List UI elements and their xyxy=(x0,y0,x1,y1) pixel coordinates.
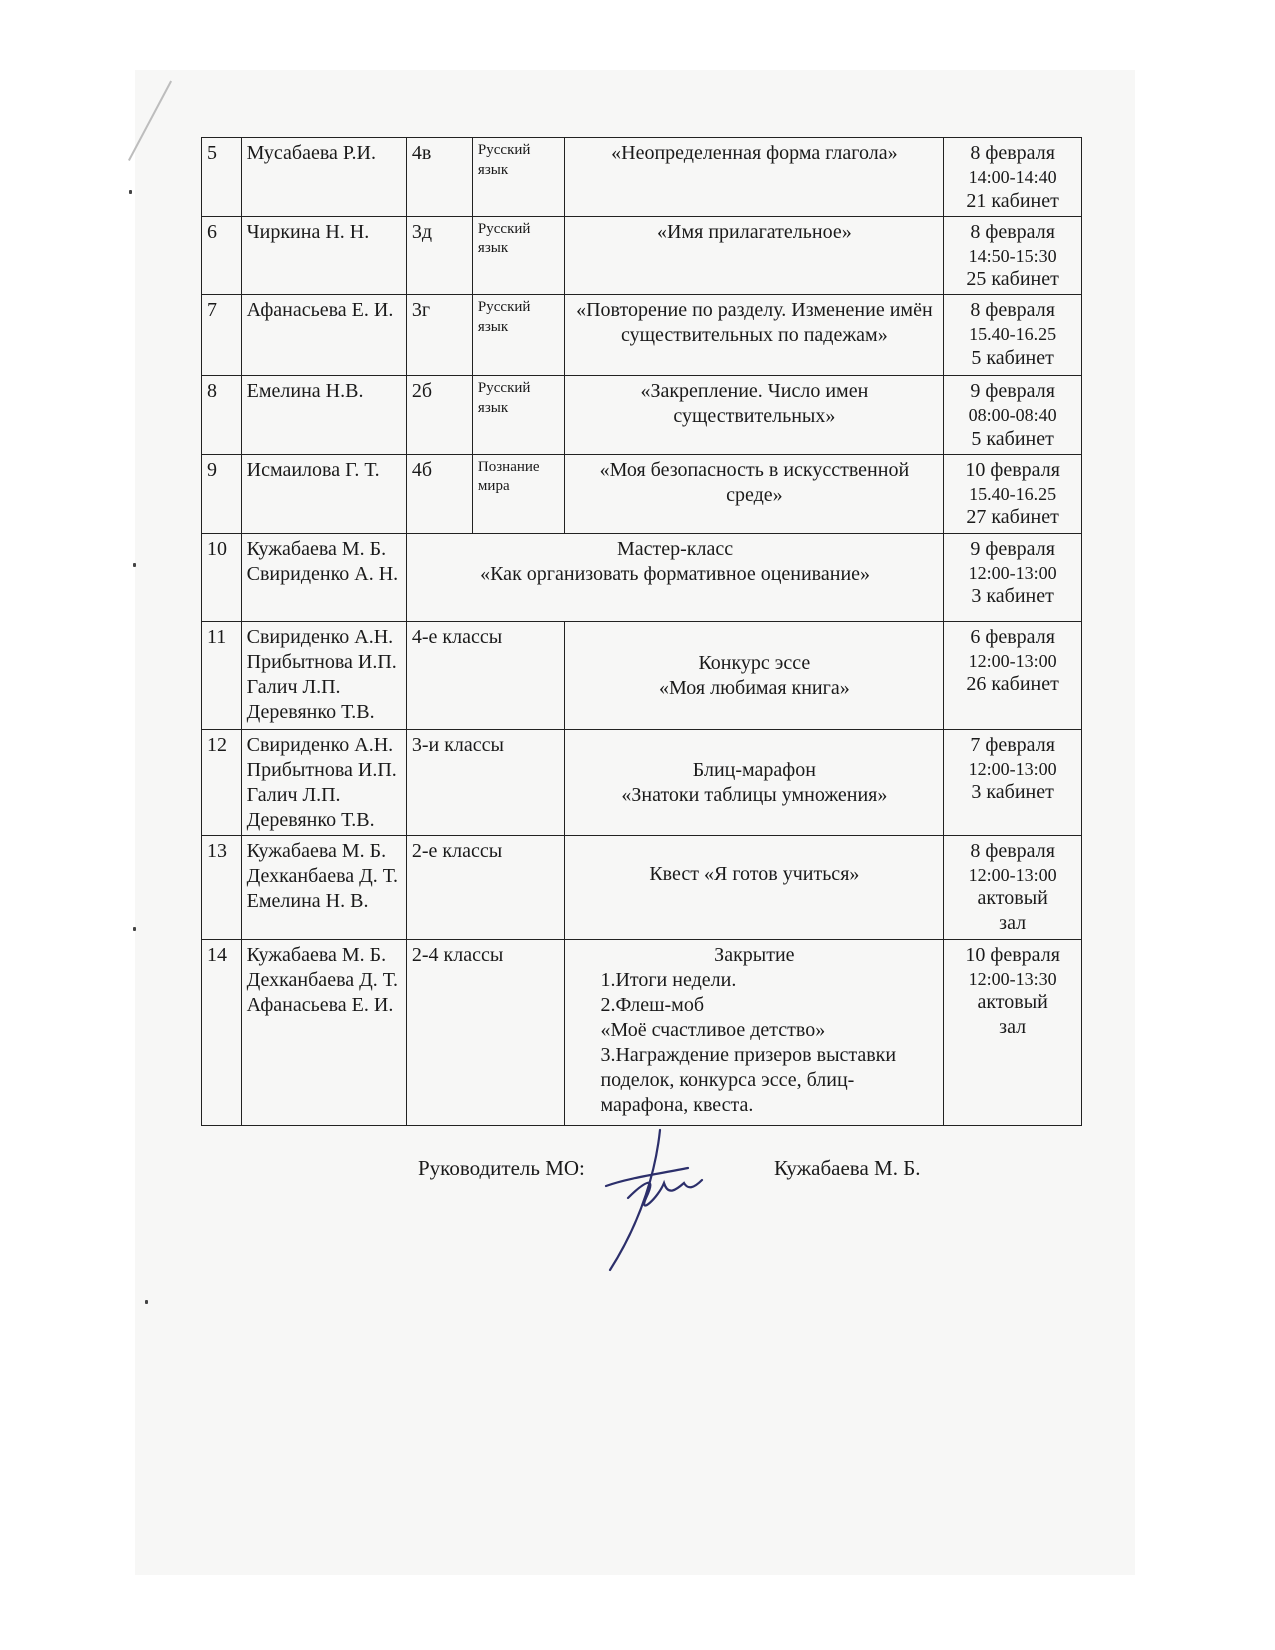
when-cell xyxy=(944,939,1082,1125)
row-number: 9 xyxy=(202,454,242,533)
event-topic: «Моя любимая книга» xyxy=(659,676,850,699)
room: 5 кабинет xyxy=(971,427,1054,450)
teacher-names xyxy=(241,939,406,1125)
event-cell xyxy=(565,939,944,1125)
event-title: Конкурс эссе xyxy=(698,651,811,674)
class-cell: 2б xyxy=(406,376,472,455)
teacher-names xyxy=(241,835,406,939)
teacher-names xyxy=(241,533,406,621)
list-item: 1.Итоги недели. xyxy=(600,968,737,991)
room: актовый xyxy=(977,887,1048,909)
teacher-name: Чиркина Н. Н. xyxy=(241,216,406,295)
row-number: 7 xyxy=(202,295,242,376)
topic-cell: «Моя безопасность в искусственной среде» xyxy=(565,454,944,533)
room: 27 кабинет xyxy=(966,506,1059,528)
time: 12:00-13:00 xyxy=(968,758,1057,779)
when-cell xyxy=(944,295,1082,376)
subject-cell: Русский язык xyxy=(472,295,565,376)
subject-cell: Русский язык xyxy=(472,138,565,217)
signature-block xyxy=(0,1148,1275,1298)
row-number: 12 xyxy=(202,729,242,835)
row-number: 6 xyxy=(202,216,242,295)
teacher-name: Дехканбаева Д. Т. xyxy=(246,968,398,991)
when-cell xyxy=(944,729,1082,835)
teacher-name: Афанасьева Е. И. xyxy=(246,993,394,1016)
list-item: марафона, квеста. xyxy=(600,1093,754,1116)
when-cell xyxy=(944,454,1082,533)
teacher-name: Деревянко Т.В. xyxy=(246,808,375,831)
teacher-name: Прибытнова И.П. xyxy=(246,758,397,781)
row-number: 11 xyxy=(202,621,242,729)
event-topic: Квест «Я готов учиться» xyxy=(649,862,860,885)
event-cell xyxy=(565,729,944,835)
room: 21 кабинет xyxy=(966,189,1059,212)
teacher-name: Прибытнова И.П. xyxy=(246,650,397,673)
date: 6 февраля xyxy=(970,625,1055,648)
subject-cell: Русский язык xyxy=(472,216,565,295)
subject-cell: Русский язык xyxy=(472,376,565,455)
teacher-name: Исмаилова Г. Т. xyxy=(241,454,406,533)
when-cell xyxy=(944,216,1082,295)
room: зал xyxy=(999,912,1027,934)
date: 10 февраля xyxy=(965,458,1060,481)
event-topic: «Знатоки таблицы умножения» xyxy=(621,783,888,806)
time: 15.40-16.25 xyxy=(969,324,1057,344)
when-cell xyxy=(944,138,1082,217)
class-cell: 3д xyxy=(406,216,472,295)
teacher-name: Деревянко Т.В. xyxy=(246,700,375,723)
room: 3 кабинет xyxy=(971,585,1054,607)
room: 3 кабинет xyxy=(971,781,1054,803)
list-item: поделок, конкурса эссе, блиц- xyxy=(600,1068,855,1091)
teacher-name: Свириденко А. Н. xyxy=(246,562,399,585)
time: 14:50-15:30 xyxy=(968,245,1057,266)
teacher-name: Дехканбаева Д. Т. xyxy=(246,864,398,887)
table-row xyxy=(202,454,1082,533)
date: 8 февраля xyxy=(970,299,1055,321)
schedule-table xyxy=(201,137,1082,1126)
topic-cell: «Неопределенная форма глагола» xyxy=(565,138,944,217)
event-title: Блиц-марафон xyxy=(692,758,816,781)
table-row xyxy=(202,533,1082,621)
event-cell xyxy=(565,621,944,729)
date: 9 февраля xyxy=(970,380,1055,402)
signature-name: Кужабаева М. Б. xyxy=(774,1156,921,1180)
teacher-name: Галич Л.П. xyxy=(246,783,341,806)
room: 26 кабинет xyxy=(966,673,1059,695)
time: 12:00-13:00 xyxy=(968,864,1057,885)
teacher-names xyxy=(241,729,406,835)
teacher-name: Емелина Н. В. xyxy=(246,889,369,912)
list-item: «Моё счастливое детство» xyxy=(600,1018,826,1041)
table-row xyxy=(202,376,1082,455)
row-number: 10 xyxy=(202,533,242,621)
date: 8 февраля xyxy=(970,839,1055,862)
time: 14:00-14:40 xyxy=(968,167,1057,187)
time: 08:00-08:40 xyxy=(968,405,1057,425)
when-cell xyxy=(944,835,1082,939)
room: зал xyxy=(999,1016,1027,1038)
scan-speck xyxy=(145,1300,148,1304)
table-row xyxy=(202,729,1082,835)
time: 12:00-13:30 xyxy=(968,968,1057,989)
event-cell xyxy=(565,835,944,939)
row-number: 14 xyxy=(202,939,242,1125)
date: 7 февраля xyxy=(970,733,1055,756)
row-number: 13 xyxy=(202,835,242,939)
when-cell xyxy=(944,533,1082,621)
class-cell: 4в xyxy=(406,138,472,217)
list-item: 2.Флеш-моб xyxy=(600,993,704,1016)
row-number: 8 xyxy=(202,376,242,455)
teacher-name: Кужабаева М. Б. xyxy=(246,943,387,966)
teacher-name: Емелина Н.В. xyxy=(241,376,406,455)
topic-cell: «Повторение по разделу. Изменение имён существительных по падежам» xyxy=(565,295,944,376)
table-row xyxy=(202,835,1082,939)
subject-cell: Познание мира xyxy=(472,454,565,533)
topic-cell: «Имя прилагательное» xyxy=(565,216,944,295)
date: 9 февраля xyxy=(970,537,1055,560)
class-cell: 2-4 классы xyxy=(406,939,565,1125)
teacher-name: Кужабаева М. Б. xyxy=(246,839,387,862)
table-row xyxy=(202,138,1082,217)
event-items xyxy=(570,968,938,1118)
time: 12:00-13:00 xyxy=(968,562,1057,583)
class-cell: 4б xyxy=(406,454,472,533)
class-cell: 3г xyxy=(406,295,472,376)
signature-label: Руководитель МО: xyxy=(418,1156,585,1180)
scan-speck xyxy=(133,563,136,567)
when-cell xyxy=(944,376,1082,455)
time: 15.40-16.25 xyxy=(969,483,1057,504)
class-cell: 4-е классы xyxy=(406,621,565,729)
event-title: Закрытие xyxy=(714,943,795,966)
scan-speck xyxy=(133,927,136,931)
date: 8 февраля xyxy=(970,142,1055,164)
topic-cell: «Закрепление. Число имен существительных» xyxy=(565,376,944,455)
teacher-name: Кужабаева М. Б. xyxy=(246,537,387,560)
room: актовый xyxy=(977,991,1048,1013)
date: 10 февраля xyxy=(965,943,1060,966)
teacher-name: Мусабаева Р.И. xyxy=(241,138,406,217)
teacher-name: Свириденко А.Н. xyxy=(246,733,394,756)
class-cell: 3-и классы xyxy=(406,729,565,835)
when-cell xyxy=(944,621,1082,729)
time: 12:00-13:00 xyxy=(968,650,1057,671)
class-cell: 2-е классы xyxy=(406,835,565,939)
teacher-name: Галич Л.П. xyxy=(246,675,341,698)
room: 25 кабинет xyxy=(966,268,1059,290)
table-row xyxy=(202,621,1082,729)
table-row xyxy=(202,216,1082,295)
teacher-name: Афанасьева Е. И. xyxy=(241,295,406,376)
table-row xyxy=(202,295,1082,376)
teacher-names xyxy=(241,621,406,729)
teacher-name: Свириденко А.Н. xyxy=(246,625,394,648)
date: 8 февраля xyxy=(970,220,1055,243)
table-row xyxy=(202,939,1082,1125)
row-number: 5 xyxy=(202,138,242,217)
list-item: 3.Награждение призеров выставки xyxy=(600,1043,897,1066)
handwritten-signature-icon xyxy=(598,1128,708,1288)
scan-speck xyxy=(129,190,132,194)
event-title: Мастер-класс xyxy=(616,537,734,560)
event-cell xyxy=(406,533,943,621)
room: 5 кабинет xyxy=(971,346,1054,369)
event-topic: «Как организовать формативное оценивание» xyxy=(480,562,871,585)
